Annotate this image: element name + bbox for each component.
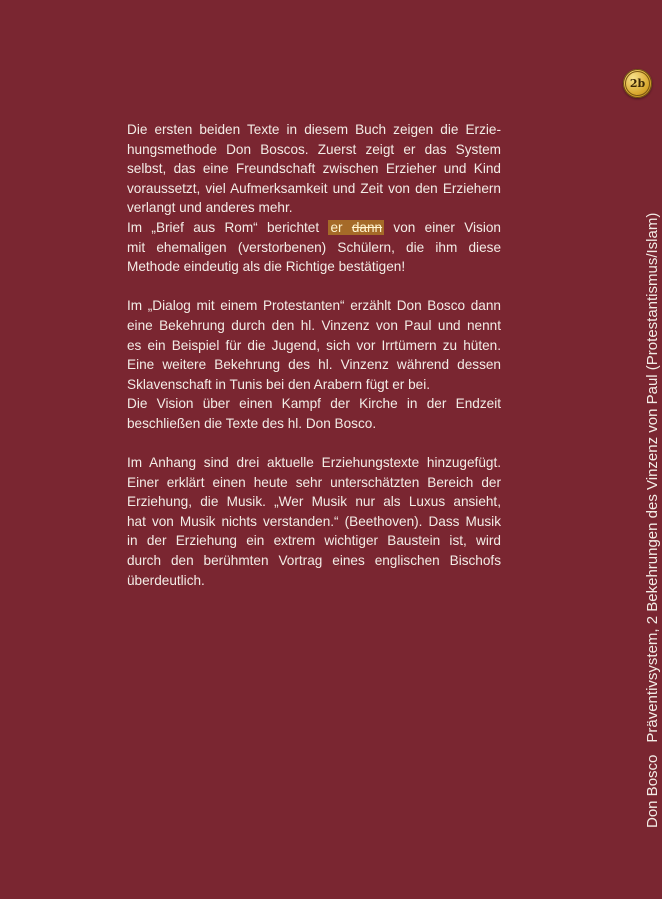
text-line: verlangt und anderes mehr. (127, 200, 293, 216)
volume-badge-label: 2b (625, 71, 650, 96)
text-line: überdeutlich. (127, 572, 205, 588)
highlighted-word: er (330, 219, 352, 235)
text-line: eine Bekehrung durch den hl. Vinzenz von Paul und nennt (127, 317, 501, 333)
text-line: in der Erziehung ein extrem wichtiger Baustein ist, wird (127, 533, 501, 549)
text-line: Die ersten beiden Texte in diesem Buch zeigen die Erzie- (127, 122, 501, 137)
text-line: Sklavenschaft in Tunis bei den Arabern fügt er bei. (127, 376, 431, 392)
text-line: Im Anhang sind drei aktuelle Erziehungstexte hinzugefügt. (127, 455, 501, 471)
text-line: es ein Beispiel für die Jugend, sich vor Irrtümern zu hüten. (127, 337, 501, 353)
text-line: mit ehemaligen (verstorbenen) Schülern, die ihm diese (127, 239, 501, 255)
text-line: hat von Musik nichts verstanden.“ (Beethoven). Dass Musik (127, 513, 501, 529)
spine-book-title: Präventivsystem, 2 Bekehrungen des Vinzenz von Paul (Protestantismus/Islam) (644, 212, 661, 743)
spine-title (644, 120, 662, 828)
text-line: Im „Dialog mit einem Protestanten“ erzählt Don Bosco dann (127, 298, 501, 314)
blurb-text (127, 120, 501, 590)
volume-badge (623, 69, 652, 98)
text-line: beschließen die Texte des hl. Don Bosco. (127, 415, 377, 431)
paragraph-3 (127, 453, 501, 590)
paragraph-2 (127, 296, 501, 433)
spine-author: Don Bosco (644, 754, 661, 828)
text-line-with-highlight (127, 218, 501, 238)
text-line: Einer erklärt einen heute sehr unterschätzten Bereich der (127, 474, 501, 490)
text-line: durch den berühmten Vortrag eines englischen Bischofs (127, 553, 501, 569)
text-line: Eine weitere Bekehrung des hl. Vinzenz während dessen (127, 357, 501, 373)
text-segment: von einer Vision (384, 219, 501, 235)
text-line: selbst, das eine Freundschaft zwischen Erzieher und Kind (127, 161, 501, 177)
paragraph-1 (127, 120, 501, 277)
text-line: Die Vision über einen Kampf der Kirche in der Endzeit (127, 396, 501, 412)
highlighted-edit (328, 220, 384, 235)
text-line: voraussetzt, viel Aufmerksamkeit und Zeit von den Erziehern (127, 180, 501, 196)
text-line: Erziehung, die Musik. „Wer Musik nur als Luxus ansieht, (127, 494, 501, 510)
text-line: Methode eindeutig als die Richtige bestätigen! (127, 259, 406, 275)
struck-word: dann (351, 219, 383, 235)
text-segment: Im „Brief aus Rom“ berichtet (127, 219, 329, 235)
text-line: hungsmethode Don Boscos. Zuerst zeigt er das System (127, 141, 501, 157)
